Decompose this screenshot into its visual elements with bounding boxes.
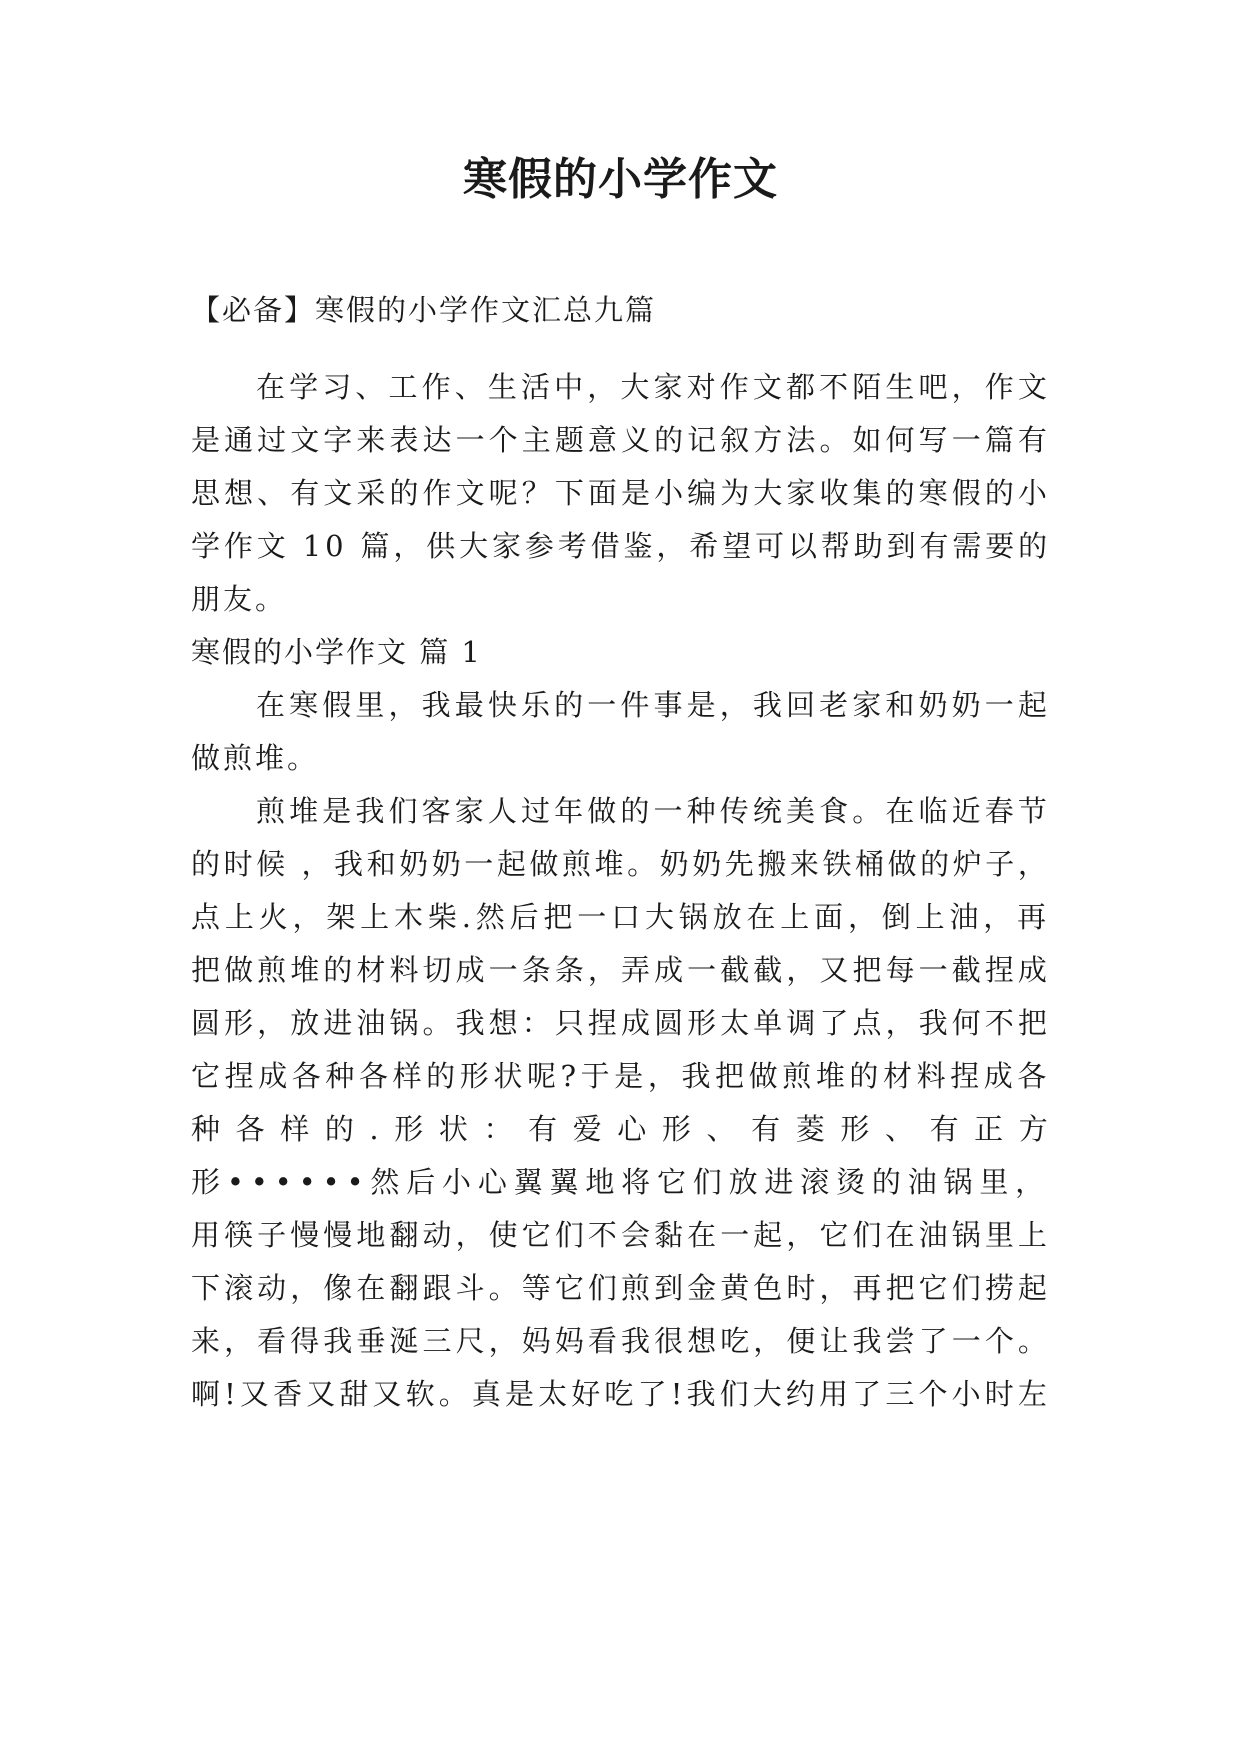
intro-line: 朋友。 bbox=[191, 582, 288, 616]
paragraph-line: 下滚动，像在翻跟斗。等它们煎到金黄色时，再把它们捞起 bbox=[191, 1271, 1051, 1305]
paragraph-line: 煎堆是我们客家人过年做的一种传统美食。在临近春节 bbox=[256, 794, 1051, 828]
paragraph-line: 形••••••然后小心翼翼地将它们放进滚烫的油锅里， bbox=[191, 1165, 1051, 1199]
intro-line: 学作文 10 篇，供大家参考借鉴，希望可以帮助到有需要的 bbox=[191, 529, 1051, 563]
paragraph-line: 用筷子慢慢地翻动，使它们不会黏在一起，它们在油锅里上 bbox=[191, 1218, 1051, 1252]
section-heading: 寒假的小学作文 篇 1 bbox=[191, 635, 482, 669]
intro-line: 在学习、工作、生活中，大家对作文都不陌生吧，作文 bbox=[256, 370, 1051, 404]
paragraph-line: 把做煎堆的材料切成一条条，弄成一截截，又把每一截捏成 bbox=[191, 953, 1051, 987]
intro-line: 是通过文字来表达一个主题意义的记叙方法。如何写一篇有 bbox=[191, 423, 1051, 457]
paragraph-line: 它捏成各种各样的形状呢?于是，我把做煎堆的材料捏成各 bbox=[191, 1059, 1051, 1093]
paragraph-line: 啊!又香又甜又软。真是太好吃了!我们大约用了三个小时左 bbox=[191, 1377, 1051, 1411]
paragraph-line: 点上火，架上木柴.然后把一口大锅放在上面，倒上油，再 bbox=[191, 900, 1051, 934]
paragraph-line: 圆形，放进油锅。我想：只捏成圆形太单调了点，我何不把 bbox=[191, 1006, 1051, 1040]
document-title: 寒假的小学作文 bbox=[463, 154, 778, 205]
document-subtitle: 【必备】寒假的小学作文汇总九篇 bbox=[191, 293, 657, 327]
paragraph-line: 的时候 ，我和奶奶一起做煎堆。奶奶先搬来铁桶做的炉子， bbox=[191, 847, 1051, 881]
paragraph-line: 做煎堆。 bbox=[191, 741, 320, 775]
paragraph-line: 来，看得我垂涎三尺，妈妈看我很想吃，便让我尝了一个。 bbox=[191, 1324, 1051, 1358]
paragraph-line: 种 各 样 的 . 形 状 ： 有 爱 心 形 、 有 菱 形 、 有 正 方 bbox=[191, 1112, 1051, 1146]
intro-line: 思想、有文采的作文呢？下面是小编为大家收集的寒假的小 bbox=[191, 476, 1051, 510]
paragraph-line: 在寒假里，我最快乐的一件事是，我回老家和奶奶一起 bbox=[256, 688, 1051, 722]
